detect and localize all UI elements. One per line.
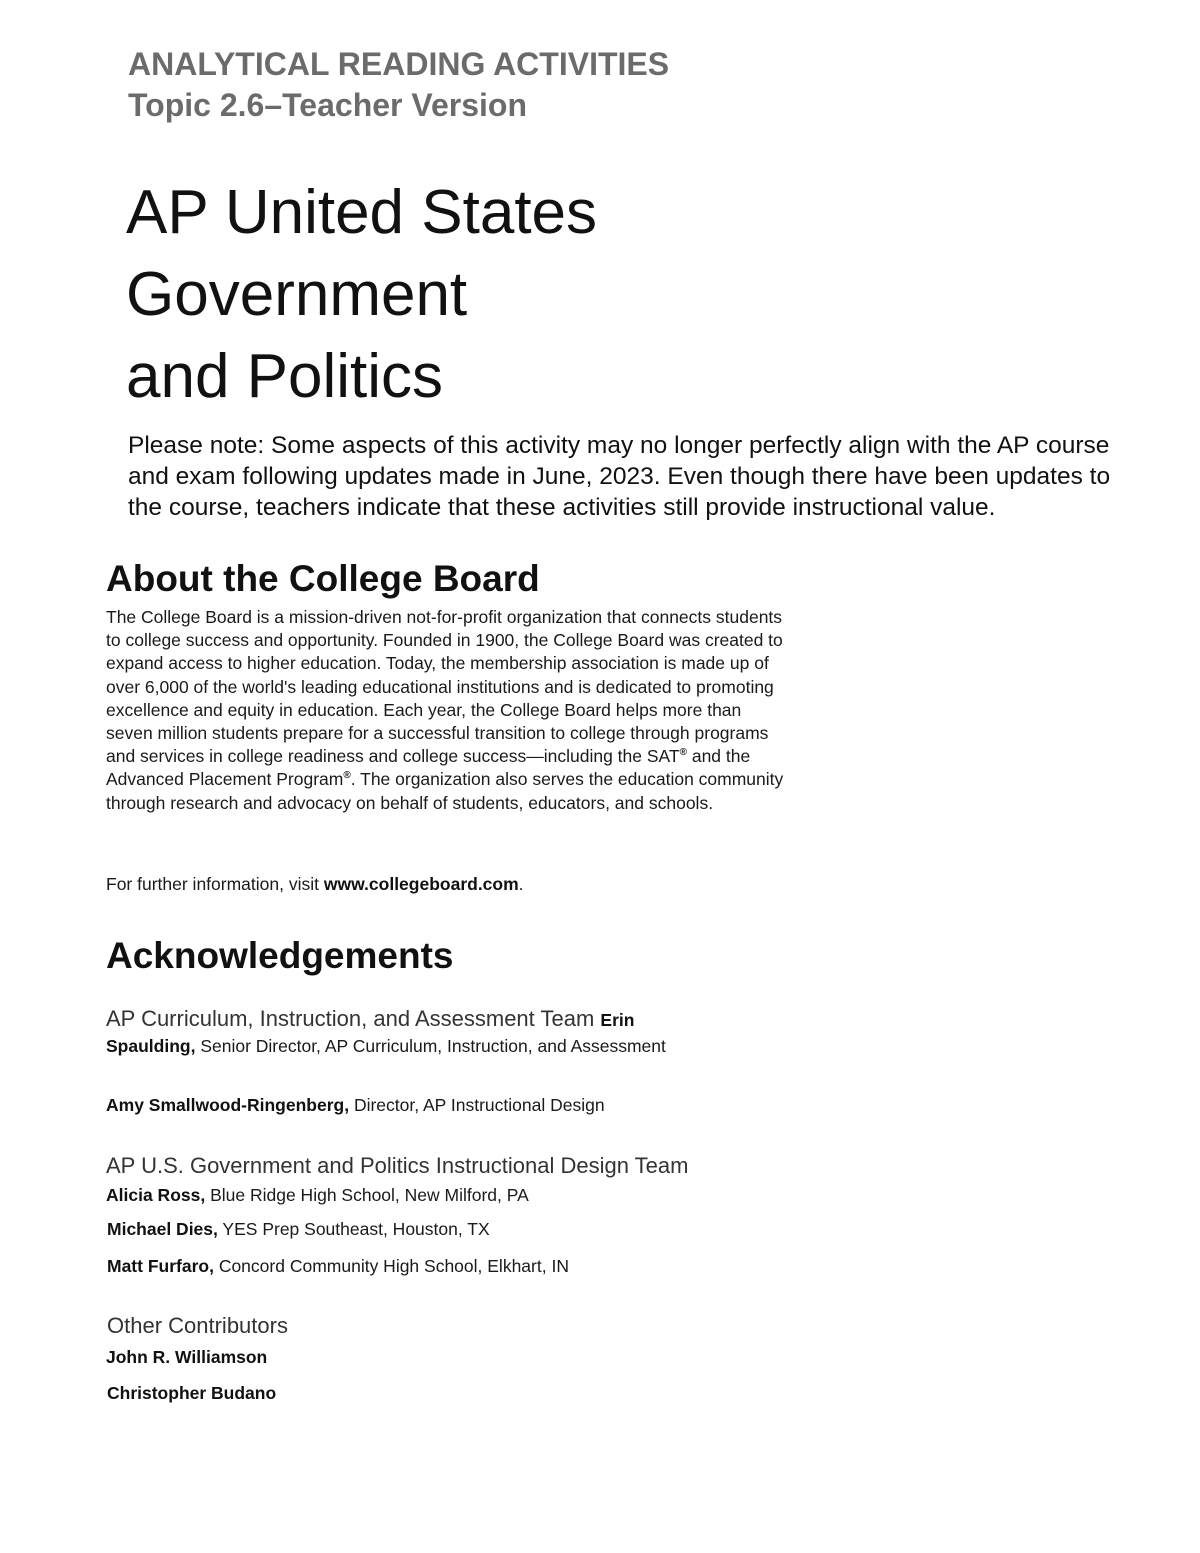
topic-label: Topic 2.6–Teacher Version [128,87,527,123]
further-info-suffix: . [518,874,524,894]
team1-block [106,1005,706,1059]
about-body-part-2: and the Advanced Placement Program [106,746,751,790]
team1-heading: AP Curriculum, Instruction, and Assessment Team [106,1006,595,1031]
course-title-line-2: Government [126,260,468,329]
further-info-prefix: For further information, visit [106,874,324,894]
registered-mark-ap: ® [343,770,351,782]
member-role: Concord Community High School, Elkhart, IN [213,1256,569,1276]
member-role: Senior Director, AP Curriculum, Instruction, and Assessment [195,1036,666,1056]
about-body [106,606,786,815]
member-name: Matt Furfaro, [107,1256,214,1276]
about-heading: About the College Board [106,558,540,599]
member-name: Alicia Ross, [106,1185,206,1205]
member-name: Christopher Budano [107,1383,277,1403]
other-contributor [107,1381,276,1406]
about-body-part-3: . The organization also serves the education community through research and advocacy on behalf of students, educators, and schools. [106,769,784,813]
member-role: Director, AP Instructional Design [349,1095,605,1115]
about-body-part-1: The College Board is a mission-driven not-for-profit organization that connects students to college success and opportunity. Founded in 1900, the College Board was created to expand access to higher education. Today, the membership association is made up of over 6,000 of the world's leading educational institutions and is dedicated to promoting excellence and equity in education. Each year, the College Board helps more than seven million students prepare for a successful transition to college through programs and services in college readiness and college success—including the SAT [106,607,783,767]
member-name: Amy Smallwood-Ringenberg, [106,1095,350,1115]
activity-type-label: ANALYTICAL READING ACTIVITIES [128,46,670,82]
course-title-line-1: AP United States [126,178,598,247]
team2-member [106,1183,529,1208]
member-name: John R. Williamson [106,1347,268,1367]
team2-heading: AP U.S. Government and Politics Instructional Design Team [106,1153,689,1178]
team2-member [107,1254,569,1279]
member-role: YES Prep Southeast, Houston, TX [217,1219,490,1239]
registered-mark-sat: ® [679,747,687,759]
other-contributor [106,1345,267,1370]
member-name: Michael Dies, [107,1219,218,1239]
member-name: Erin [600,1010,635,1030]
collegeboard-link[interactable]: www.collegeboard.com [323,874,519,894]
update-note: Please note: Some aspects of this activity may no longer perfectly align with the AP course and exam following updates made in June, 2023. Even though there have been updates to the course, teachers indicate that these activities still provide instructional value. [128,432,1111,521]
further-info [106,873,524,896]
member-role: Blue Ridge High School, New Milford, PA [205,1185,529,1205]
team2-member [107,1217,490,1242]
member-name-continued: Spaulding, [106,1036,196,1056]
team1-member [106,1093,605,1118]
acknowledgements-heading: Acknowledgements [106,935,454,976]
other-contributors-heading: Other Contributors [107,1313,288,1338]
course-title-line-3: and Politics [126,342,444,411]
